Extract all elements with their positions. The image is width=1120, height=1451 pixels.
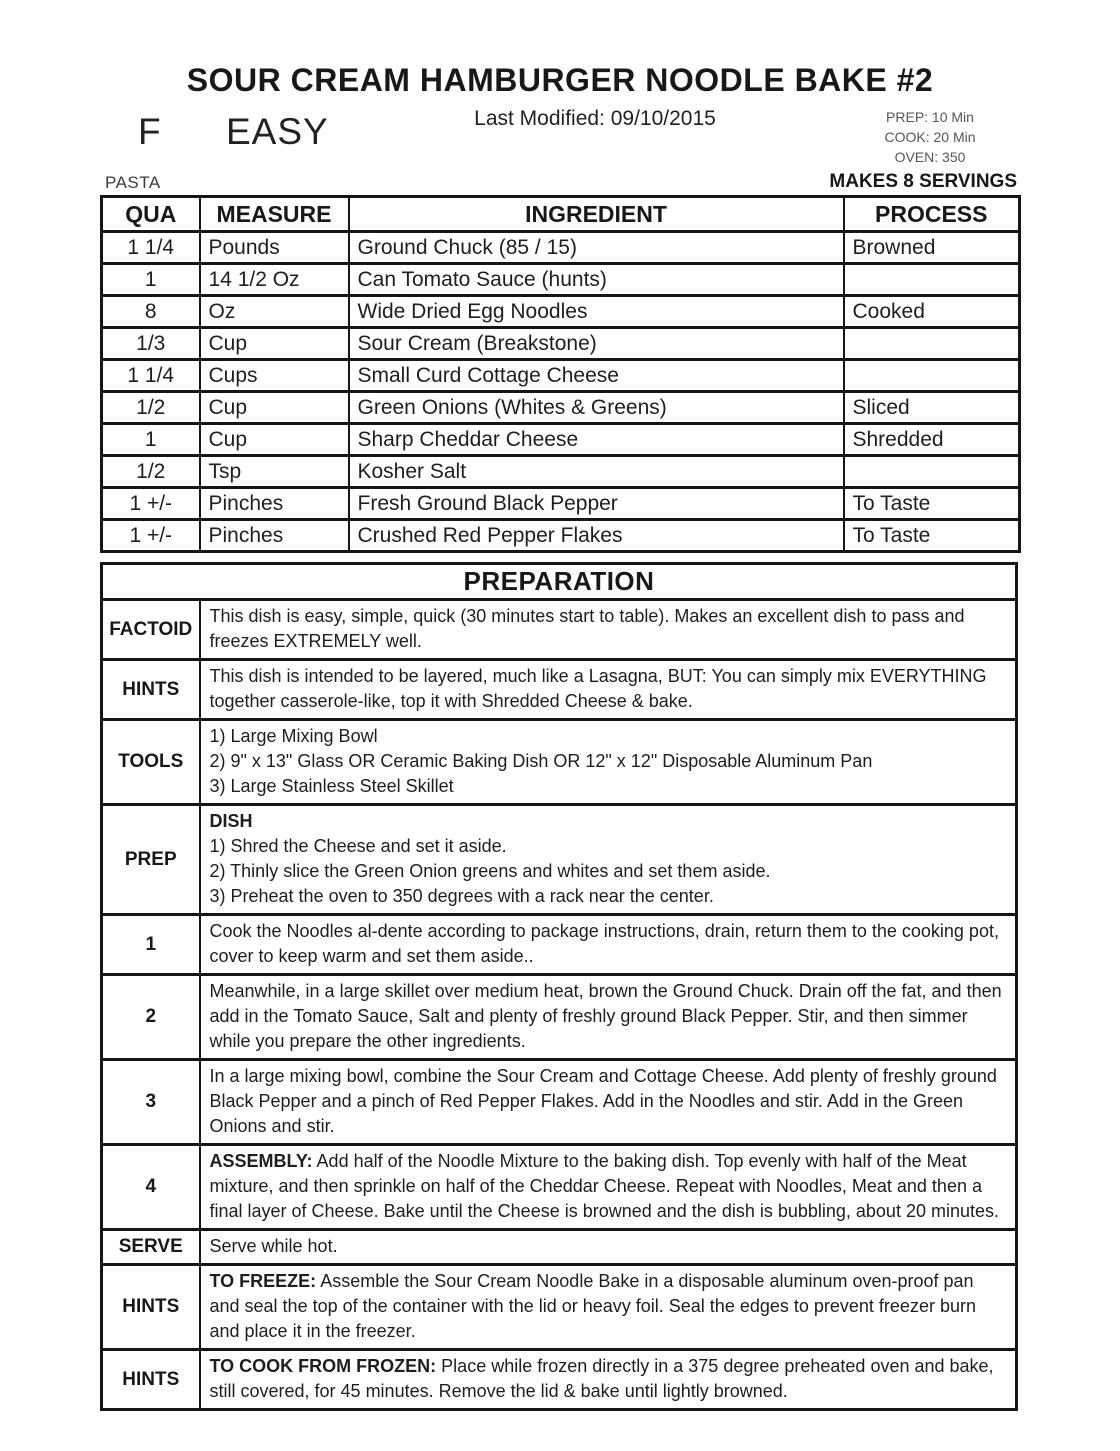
ingredient-cell: Small Curd Cottage Cheese: [349, 360, 844, 392]
row-text: In a large mixing bowl, combine the Sour Cream and Cottage Cheese. Add plenty of freshly ground Black Pepper and a pinch of Red Pepper Flakes. Add in the Noodles and stir. Add in the Green Onions and stir.: [200, 1060, 1017, 1145]
row-text: 1) Large Mixing Bowl 2) 9" x 13" Glass OR Ceramic Baking Dish OR 12" x 12" Disposable Aluminum Pan 3) Large Stainless Steel Skillet: [200, 720, 1017, 805]
process-cell: Cooked: [844, 296, 1020, 328]
ingredient-row: [102, 456, 1020, 488]
preparation-header-row: [102, 564, 1017, 600]
time-info-block: [884, 107, 975, 167]
ingredient-row: [102, 264, 1020, 296]
qua-column-header: QUA: [102, 197, 200, 232]
measure-cell: Cup: [200, 392, 349, 424]
row-text: TO COOK FROM FROZEN: Place while frozen directly in a 375 degree preheated oven and bake, still covered, for 45 minutes. Remove the lid & bake until lightly browned.: [200, 1350, 1017, 1410]
row-text: Serve while hot.: [200, 1230, 1017, 1265]
preparation-row-hints-frozen: [102, 1350, 1017, 1410]
qua-cell: 1/3: [102, 328, 200, 360]
ingredient-row: [102, 360, 1020, 392]
recipe-title: SOUR CREAM HAMBURGER NOODLE BAKE #2: [186, 62, 934, 98]
preparation-row-step-4: [102, 1145, 1017, 1230]
row-label: HINTS: [102, 1265, 200, 1350]
preparation-row-step-1: [102, 915, 1017, 975]
category-row: [0, 169, 1120, 195]
difficulty-label: EASY: [226, 111, 329, 152]
ingredients-header-row: [102, 197, 1020, 232]
measure-cell: 14 1/2 Oz: [200, 264, 349, 296]
qua-cell: 1 +/-: [102, 520, 200, 552]
measure-cell: Pounds: [200, 232, 349, 264]
ingredient-cell: Fresh Ground Black Pepper: [349, 488, 844, 520]
measure-cell: Pinches: [200, 488, 349, 520]
row-text: DISH 1) Shred the Cheese and set it aside. 2) Thinly slice the Green Onion greens and whites and set them aside. 3) Preheat the oven to 350 degrees with a rack near the center.: [200, 805, 1017, 915]
process-cell: Browned: [844, 232, 1020, 264]
qua-cell: 1: [102, 264, 200, 296]
process-cell: To Taste: [844, 488, 1020, 520]
preparation-row-serve: [102, 1230, 1017, 1265]
recipe-meta-row: [0, 103, 1120, 169]
ingredient-row: [102, 424, 1020, 456]
measure-cell: Pinches: [200, 520, 349, 552]
preparation-row-factoid: [102, 600, 1017, 660]
process-cell: [844, 456, 1020, 488]
row-text: This dish is intended to be layered, much like a Lasagna, BUT: You can simply mix EVERYTHING together casserole-like, top it with Shredded Cheese & bake.: [200, 660, 1017, 720]
measure-column-header: MEASURE: [200, 197, 349, 232]
ingredient-cell: Crushed Red Pepper Flakes: [349, 520, 844, 552]
ingredient-cell: Kosher Salt: [349, 456, 844, 488]
row-label: PREP: [102, 805, 200, 915]
ingredient-cell: Ground Chuck (85 / 15): [349, 232, 844, 264]
qua-cell: 1/2: [102, 456, 200, 488]
recipe-code: F: [138, 111, 161, 152]
ingredient-row: [102, 232, 1020, 264]
ingredient-row: [102, 488, 1020, 520]
measure-cell: Cup: [200, 328, 349, 360]
ingredient-row: [102, 328, 1020, 360]
row-label: 2: [102, 975, 200, 1060]
preparation-title: PREPARATION: [102, 564, 1017, 600]
qua-cell: 1/2: [102, 392, 200, 424]
category-label: PASTA: [105, 173, 161, 192]
servings-label: MAKES 8 SERVINGS: [829, 171, 1017, 192]
preparation-row-tools: [102, 720, 1017, 805]
ingredient-cell: Wide Dried Egg Noodles: [349, 296, 844, 328]
preparation-row-prep: [102, 805, 1017, 915]
row-label: HINTS: [102, 660, 200, 720]
process-cell: [844, 360, 1020, 392]
ingredient-cell: Sharp Cheddar Cheese: [349, 424, 844, 456]
preparation-row-hints-freeze: [102, 1265, 1017, 1350]
row-text: Meanwhile, in a large skillet over medium heat, brown the Ground Chuck. Drain off the fat, and then add in the Tomato Sauce, Salt and plenty of freshly ground Black Pepper. Stir, and then simmer while you prepare the other ingredients.: [200, 975, 1017, 1060]
measure-cell: Tsp: [200, 456, 349, 488]
ingredients-table: [100, 195, 1021, 553]
row-text: Cook the Noodles al-dente according to package instructions, drain, return them to the cooking pot, cover to keep warm and set them aside..: [200, 915, 1017, 975]
row-text: This dish is easy, simple, quick (30 minutes start to table). Makes an excellent dish to pass and freezes EXTREMELY well.: [200, 600, 1017, 660]
measure-cell: Oz: [200, 296, 349, 328]
oven-temp-label: OVEN: 350: [894, 149, 966, 165]
row-text: TO FREEZE: Assemble the Sour Cream Noodle Bake in a disposable aluminum oven-proof pan and seal the top of the container with the lid or heavy foil. Seal the edges to prevent freezer burn and place it in the freezer.: [200, 1265, 1017, 1350]
row-text: ASSEMBLY: Add half of the Noodle Mixture to the baking dish. Top evenly with half of the Meat mixture, and then sprinkle on half of the Cheddar Cheese. Repeat with Noodles, Meat and then a final layer of Cheese. Bake until the Cheese is browned and the dish is bubbling, about 20 minutes.: [200, 1145, 1017, 1230]
row-label: 1: [102, 915, 200, 975]
ingredient-row: [102, 520, 1020, 552]
row-label: 3: [102, 1060, 200, 1145]
ingredient-cell: Can Tomato Sauce (hunts): [349, 264, 844, 296]
process-column-header: PROCESS: [844, 197, 1020, 232]
row-label: 4: [102, 1145, 200, 1230]
qua-cell: 1 1/4: [102, 360, 200, 392]
process-cell: Sliced: [844, 392, 1020, 424]
preparation-table: [100, 562, 1018, 1411]
ingredient-cell: Green Onions (Whites & Greens): [349, 392, 844, 424]
ingredient-row: [102, 296, 1020, 328]
prep-time-label: PREP: 10 Min: [886, 109, 974, 125]
row-label: HINTS: [102, 1350, 200, 1410]
preparation-row-step-2: [102, 975, 1017, 1060]
ingredient-cell: Sour Cream (Breakstone): [349, 328, 844, 360]
ingredient-column-header: INGREDIENT: [349, 197, 844, 232]
process-cell: To Taste: [844, 520, 1020, 552]
process-cell: [844, 328, 1020, 360]
qua-cell: 1 1/4: [102, 232, 200, 264]
row-label: TOOLS: [102, 720, 200, 805]
row-label: SERVE: [102, 1230, 200, 1265]
qua-cell: 8: [102, 296, 200, 328]
ingredient-row: [102, 392, 1020, 424]
last-modified-label: Last Modified: 09/10/2015: [474, 107, 716, 130]
measure-cell: Cup: [200, 424, 349, 456]
measure-cell: Cups: [200, 360, 349, 392]
qua-cell: 1 +/-: [102, 488, 200, 520]
process-cell: Shredded: [844, 424, 1020, 456]
row-label: FACTOID: [102, 600, 200, 660]
process-cell: [844, 264, 1020, 296]
preparation-row-step-3: [102, 1060, 1017, 1145]
preparation-row-hints: [102, 660, 1017, 720]
qua-cell: 1: [102, 424, 200, 456]
cook-time-label: COOK: 20 Min: [884, 129, 976, 145]
